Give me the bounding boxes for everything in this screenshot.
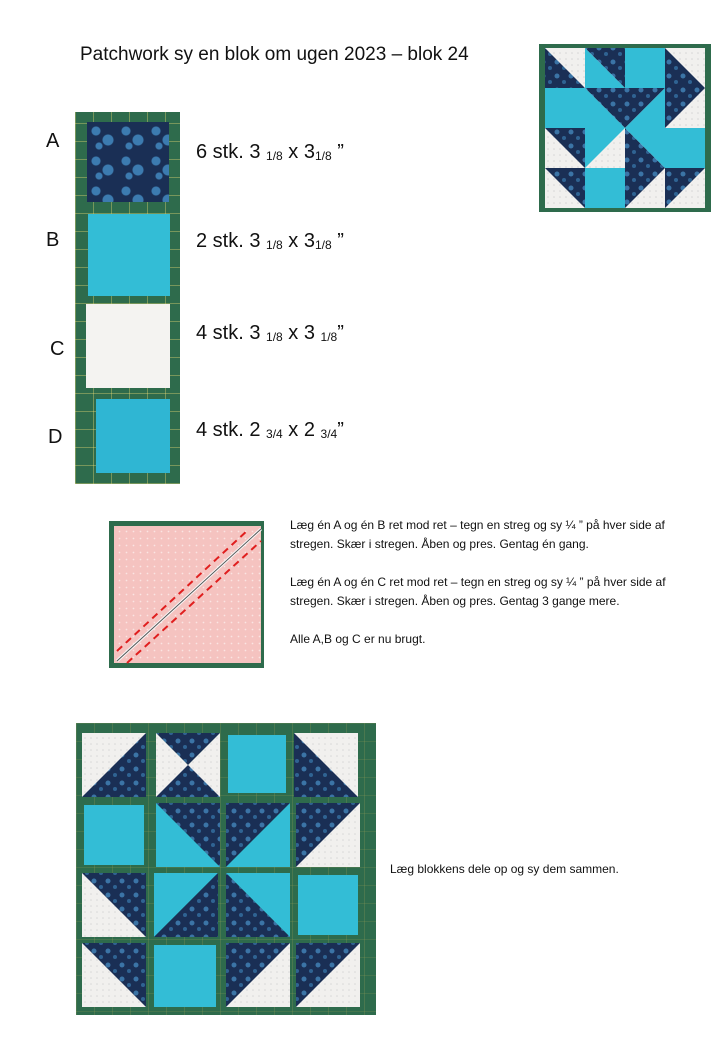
measurement-b-x: x 3 bbox=[288, 230, 315, 252]
hst-diagram-image bbox=[109, 521, 264, 668]
measurement-b-h-frac: 1/8 bbox=[314, 238, 332, 252]
measurement-d-w-frac: 3/4 bbox=[266, 427, 283, 441]
measurement-b-count: 2 stk. 3 bbox=[196, 230, 261, 252]
measurement-a-unit: ” bbox=[337, 141, 344, 163]
measurement-c-h-frac: 1/8 bbox=[320, 330, 338, 344]
finished-block-photo bbox=[539, 44, 711, 212]
block-layout-image bbox=[76, 723, 376, 1015]
fabric-swatch-b bbox=[88, 214, 170, 296]
instruction-step-1: Læg én A og én B ret mod ret – tegn en streg og sy ¼ ” på hver side af stregen. Skær i stregen. Åben og pres. Gentag én gang. bbox=[290, 518, 665, 551]
fabric-swatch-c bbox=[86, 304, 170, 388]
half-square-triangle-photo bbox=[109, 521, 264, 668]
measurement-d bbox=[196, 419, 344, 442]
instruction-step-2: Læg én A og én C ret mod ret – tegn en streg og sy ¼ ” på hver side af stregen. Skær i stregen. Åben og pres. Gentag 3 gange mere. bbox=[290, 575, 666, 608]
piece-letter-b: B bbox=[46, 229, 60, 251]
piece-letter-d: D bbox=[48, 426, 63, 448]
fabric-swatch-d bbox=[96, 399, 170, 473]
instructions bbox=[290, 516, 675, 668]
measurement-c-x: x 3 bbox=[288, 322, 315, 344]
measurement-d-x: x 2 bbox=[288, 419, 315, 441]
measurement-a-w-frac: 1/8 bbox=[266, 149, 283, 163]
instruction-step-3: Alle A,B og C er nu brugt. bbox=[290, 632, 426, 646]
measurement-a-count: 6 stk. 3 bbox=[196, 141, 261, 163]
measurement-c-count: 4 stk. 3 bbox=[196, 322, 261, 344]
measurement-b-w-frac: 1/8 bbox=[266, 238, 283, 252]
block-layout-photo bbox=[76, 723, 376, 1015]
piece-letter-c: C bbox=[50, 338, 65, 360]
piece-letter-a: A bbox=[46, 130, 60, 152]
fabric-strip-photo bbox=[75, 112, 180, 484]
measurement-b bbox=[196, 230, 344, 253]
measurement-c-unit: ” bbox=[337, 322, 344, 344]
measurement-d-unit: ” bbox=[337, 419, 344, 441]
measurement-c bbox=[196, 322, 344, 345]
measurement-a-h-frac: 1/8 bbox=[314, 149, 332, 163]
measurement-a-x: x 3 bbox=[288, 141, 315, 163]
measurement-d-h-frac: 3/4 bbox=[320, 427, 338, 441]
measurement-d-count: 4 stk. 2 bbox=[196, 419, 261, 441]
page-title: Patchwork sy en blok om ugen 2023 – blok 24 bbox=[80, 44, 469, 65]
measurement-a bbox=[196, 141, 344, 164]
finished-block-image bbox=[539, 44, 711, 212]
fabric-swatch-a bbox=[87, 122, 169, 202]
final-instruction: Læg blokkens dele op og sy dem sammen. bbox=[390, 862, 619, 876]
measurement-b-unit: ” bbox=[337, 230, 344, 252]
measurement-c-w-frac: 1/8 bbox=[266, 330, 283, 344]
